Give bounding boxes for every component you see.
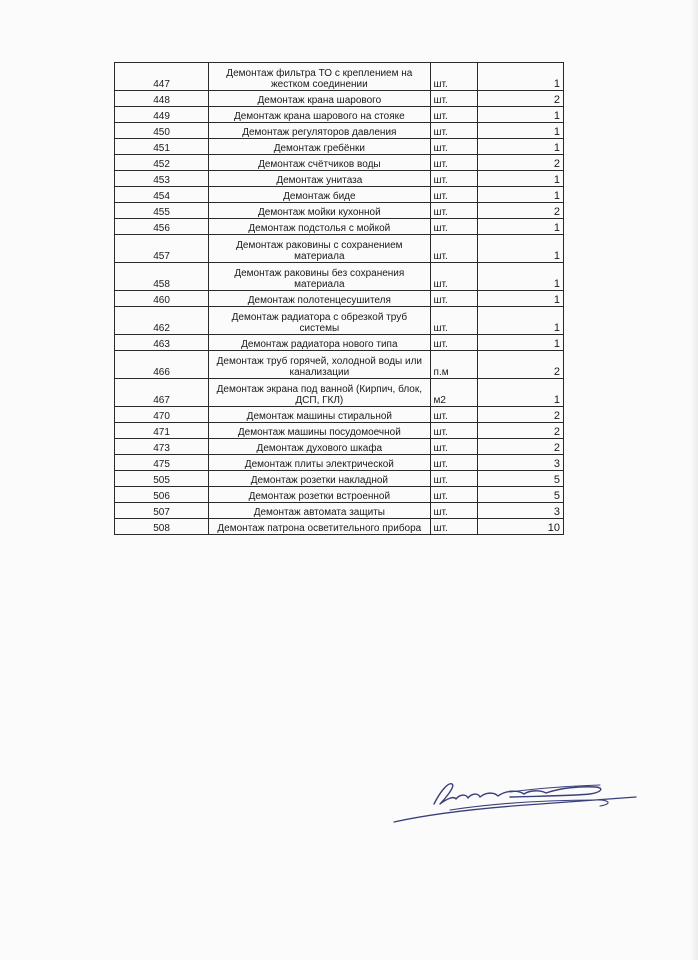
row-quantity: 5 [478,487,564,503]
row-name: Демонтаж автомата защиты [209,503,430,519]
row-number: 451 [115,139,209,155]
table-row [115,203,564,219]
row-quantity: 10 [478,519,564,535]
row-unit: шт. [430,171,478,187]
row-quantity: 2 [478,351,564,379]
row-name: Демонтаж плиты электрической [209,455,430,471]
row-name: Демонтаж счётчиков воды [209,155,430,171]
row-name: Демонтаж биде [209,187,430,203]
row-number: 506 [115,487,209,503]
row-number: 460 [115,291,209,307]
row-quantity: 1 [478,187,564,203]
row-quantity: 2 [478,203,564,219]
table-row [115,219,564,235]
row-name: Демонтаж радиатора с обрезкой труб системы [209,307,430,335]
table-row [115,107,564,123]
row-number: 452 [115,155,209,171]
row-name: Демонтаж труб горячей, холодной воды или канализации [209,351,430,379]
row-name: Демонтаж раковины без сохранения материала [209,263,430,291]
row-number: 507 [115,503,209,519]
row-unit: шт. [430,203,478,219]
row-quantity: 1 [478,291,564,307]
row-number: 467 [115,379,209,407]
table-row [115,307,564,335]
row-unit: шт. [430,407,478,423]
row-number: 457 [115,235,209,263]
table-row [115,91,564,107]
row-quantity: 1 [478,307,564,335]
row-number: 455 [115,203,209,219]
table-row [115,455,564,471]
row-name: Демонтаж розетки встроенной [209,487,430,503]
row-number: 453 [115,171,209,187]
row-quantity: 1 [478,107,564,123]
row-name: Демонтаж гребёнки [209,139,430,155]
row-number: 454 [115,187,209,203]
row-quantity: 2 [478,439,564,455]
row-quantity: 1 [478,139,564,155]
row-quantity: 1 [478,335,564,351]
table-row [115,263,564,291]
row-name: Демонтаж унитаза [209,171,430,187]
row-number: 449 [115,107,209,123]
row-unit: шт. [430,335,478,351]
row-number: 508 [115,519,209,535]
row-number: 473 [115,439,209,455]
row-quantity: 3 [478,455,564,471]
row-unit: шт. [430,471,478,487]
table-row [115,503,564,519]
row-number: 471 [115,423,209,439]
table-row [115,487,564,503]
row-quantity: 1 [478,263,564,291]
row-number: 450 [115,123,209,139]
row-number: 470 [115,407,209,423]
row-number: 448 [115,91,209,107]
row-quantity: 2 [478,155,564,171]
row-unit: шт. [430,155,478,171]
row-unit: шт. [430,107,478,123]
row-name: Демонтаж экрана под ванной (Кирпич, блок, ДСП, ГКЛ) [209,379,430,407]
row-name: Демонтаж машины посудомоечной [209,423,430,439]
row-unit: шт. [430,63,478,91]
row-unit: шт. [430,187,478,203]
row-unit: шт. [430,423,478,439]
row-unit: шт. [430,91,478,107]
row-number: 463 [115,335,209,351]
row-unit: м2 [430,379,478,407]
signature-stroke [394,797,636,822]
table-row [115,471,564,487]
row-name: Демонтаж регуляторов давления [209,123,430,139]
table-row [115,291,564,307]
table-row [115,379,564,407]
table-row [115,351,564,379]
table-row [115,187,564,203]
row-quantity: 1 [478,123,564,139]
row-unit: п.м [430,351,478,379]
row-unit: шт. [430,263,478,291]
signature [390,770,640,830]
row-quantity: 2 [478,423,564,439]
row-quantity: 1 [478,219,564,235]
row-quantity: 1 [478,379,564,407]
table-row [115,519,564,535]
table-row [115,139,564,155]
table-row [115,235,564,263]
table-row [115,155,564,171]
row-number: 456 [115,219,209,235]
table-row [115,335,564,351]
row-quantity: 2 [478,91,564,107]
row-unit: шт. [430,519,478,535]
row-quantity: 3 [478,503,564,519]
table-row [115,63,564,91]
row-number: 466 [115,351,209,379]
row-unit: шт. [430,487,478,503]
row-number: 505 [115,471,209,487]
row-unit: шт. [430,455,478,471]
row-unit: шт. [430,307,478,335]
table-row [115,171,564,187]
row-name: Демонтаж радиатора нового типа [209,335,430,351]
row-quantity: 1 [478,63,564,91]
row-unit: шт. [430,439,478,455]
items-table-body [115,63,564,535]
row-name: Демонтаж полотенцесушителя [209,291,430,307]
row-number: 475 [115,455,209,471]
row-unit: шт. [430,123,478,139]
items-table [114,62,564,535]
row-number: 447 [115,63,209,91]
scan-edge-shadow [690,0,698,960]
row-quantity: 2 [478,407,564,423]
row-quantity: 1 [478,171,564,187]
row-name: Демонтаж розетки накладной [209,471,430,487]
row-unit: шт. [430,219,478,235]
row-unit: шт. [430,139,478,155]
row-name: Демонтаж духового шкафа [209,439,430,455]
row-number: 462 [115,307,209,335]
row-quantity: 5 [478,471,564,487]
row-unit: шт. [430,235,478,263]
row-name: Демонтаж раковины с сохранением материала [209,235,430,263]
row-name: Демонтаж крана шарового [209,91,430,107]
table-row [115,439,564,455]
row-number: 458 [115,263,209,291]
row-name: Демонтаж мойки кухонной [209,203,430,219]
row-name: Демонтаж крана шарового на стояке [209,107,430,123]
row-unit: шт. [430,503,478,519]
row-name: Демонтаж фильтра ТО с креплением на жестком соединении [209,63,430,91]
row-name: Демонтаж подстолья с мойкой [209,219,430,235]
row-name: Демонтаж патрона осветительного прибора [209,519,430,535]
row-unit: шт. [430,291,478,307]
table-row [115,123,564,139]
row-quantity: 1 [478,235,564,263]
row-name: Демонтаж машины стиральной [209,407,430,423]
table-row [115,423,564,439]
table-row [115,407,564,423]
